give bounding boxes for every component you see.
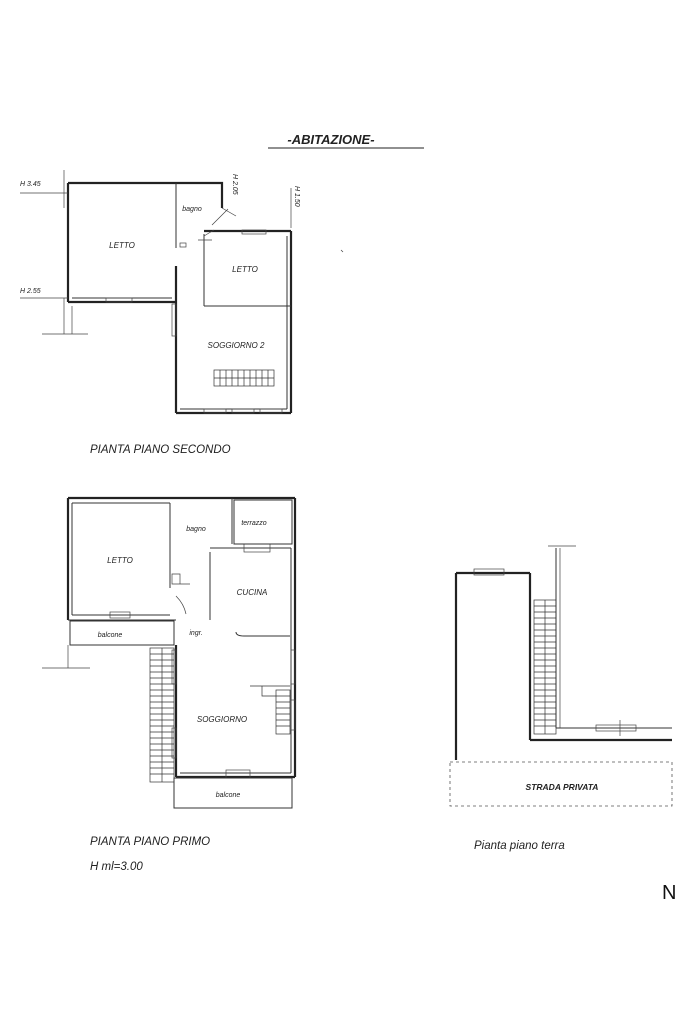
room-label-bagno-first: bagno [186,526,206,533]
second-floor-height-h3: H 2.05 [231,174,238,195]
caption-first-floor: PIANTA PIANO PRIMO [90,836,211,848]
first-floor-height-note: H ml=3.00 [90,861,143,873]
second-floor-height-h2: H 2.55 [20,288,41,295]
room-label-terrazzo: terrazzo [241,520,267,527]
room-label-bagno-second: bagno [182,206,202,213]
second-floor-height-h1: H 3.45 [20,181,41,188]
room-label-cucina: CUCINA [236,588,268,597]
caption-second-floor: PIANTA PIANO SECONDO [90,444,231,456]
room-label-letto-second-b: LETTO [232,265,258,274]
room-label-ingresso: ingr. [189,630,203,637]
north-label: N [662,882,677,904]
room-label-balcone-upper: balcone [97,632,123,639]
room-label-soggiorno-second: SOGGIORNO 2 [207,341,265,350]
second-floor-plan [20,170,343,413]
street-label: STRADA PRIVATA [525,782,599,792]
room-label-letto-second-a: LETTO [109,241,135,250]
drawing-title: -ABITAZIONE- [287,132,375,147]
room-label-balcone-lower: balcone [215,792,241,799]
room-label-letto-first: LETTO [107,556,133,565]
second-floor-height-h4: H 1.50 [293,186,300,207]
first-floor-plan [42,498,295,808]
caption-ground-floor: Pianta piano terra [474,840,565,852]
ground-floor-plan [450,546,672,806]
room-label-soggiorno-first: SOGGIORNO [196,715,248,724]
